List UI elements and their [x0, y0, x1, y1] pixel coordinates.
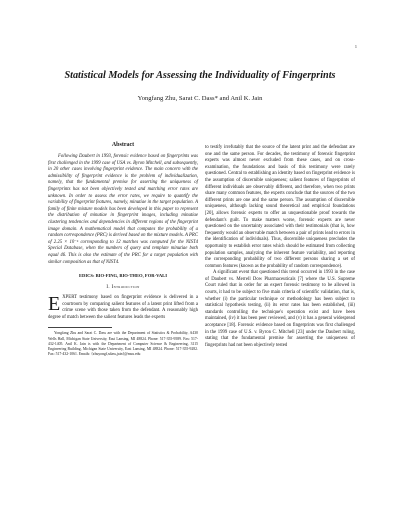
body-paragraph-1: to testify irrefutably that the source of the latent print and the defendant are one and the same person. For decades, the testimony of forensic fingerprint experts was almost never excluded from these cases, and on cross-examination, the foundations and basis of this testimony were rarely questioned. Central to establishing an identity based on fingerprint evidence is the assumption of discernible uniqueness; salient features of fingerprints of different individuals are observably different, and therefore, when two prints share many common features, the experts conclude that the sources of the two different prints are one and the same person. The assumption of discernible uniqueness, although lacking sound theoretical and empirical foundations [20], allows forensic experts to offer an unquestionable proof towards the defendant's guilt. To make matters worse, forensic experts are never questioned on the uncertainty associated with their testimonials (that is, how frequently would an observable match between a pair of prints lead to errors in the identification of individuals). Thus, discernible uniqueness precludes the opportunity to establish error rates which should be estimated from collecting population samples, analyzing the inherent feature variability, and reporting the corresponding probability of two different persons sharing a set of common features (known as the probability of random correspondence). — [205, 145, 355, 269]
author-footnote: Yongfang Zhu and Sarat C. Dass are with the Department of Statistics & Probability, A430 Wells Hall, Michigan State University, East Lansing, MI 48824. Phone: 517-355-9589. Fax: 517-432-1405. Anil K. Jain is with the Department of Computer Science & Engineering, 3115 Engineering Building, Michigan State University, East Lansing, MI 48824. Phone: 517-355-9282. Fax: 517-432-1061. Emails: {zhuyongf,sdass,jain}@msu.edu — [48, 331, 198, 356]
left-column — [48, 142, 198, 357]
footnote-rule — [48, 327, 112, 328]
drop-cap: E — [48, 293, 61, 316]
index-terms: EDICS: BIO-FING, BIO-THEO, FOR-VALI — [78, 273, 168, 279]
body-paragraph-2: A significant event that questioned this trend occurred in 1993 in the case of Daubert vs. Merrell Dow Pharmaceuticals [7] where the U.S. Supreme Court ruled that in order for an expert forensic testimony to be allowed in courts, it had to be subject to five main criteria of scientific validation, that is, whether (i) the particular technique or methodology has been subject to statistical hypothesis testing, (ii) its error rates has been established, (iii) standards controlling the technique's operation exist and have been maintained, (iv) it has been peer reviewed, and (v) it has a general widespread acceptance [18]. Forensic evidence based on fingerprints was first challenged in the 1999 case of U.S. v. Byron C. Mitchell [23] under the Daubert ruling, stating that the fundamental premise for asserting the uniqueness of fingerprints had not been objectively tested — [205, 270, 355, 348]
page-number: 1 — [354, 44, 357, 49]
abstract-text: Following Daubert in 1993, forensic evidence based on fingerprints was first challenged in the 1999 case of USA vs. Byron Mitchell, and subsequently, in 20 other cases involving fingerprint evidence. The main concern with the admissibility of fingerprint evidence is the problem of individualization, namely, that the fundamental premise for asserting the uniqueness of fingerprints has not been objectively tested and matching error rates are unknown. In order to assess the error rates, we require to quantify the variability of fingerprint features, namely, minutiae in the target population. A family of finite mixture models has been developed in this paper to represent the distribution of minutiae in fingerprint images, including minutiae clustering tendencies and dependencies in different regions of the fingerprint image domain. A mathematical model that computes the probability of a random correspondence (PRC) is derived based on the mixture models. A PRC of 2.25 × 10⁻⁶ corresponding to 12 matches was computed for the NIST4 Special Database, when the numbers of query and template minutiae both equal 46. This is also the estimate of the PRC for a target population with similar composition as that of NIST4. — [48, 154, 198, 265]
paper-title: Statistical Models for Assessing the Individuality of Fingerprints — [64, 70, 336, 81]
right-column — [205, 145, 355, 349]
intro-paragraph — [48, 295, 198, 321]
abstract-heading: Abstract — [111, 142, 135, 148]
intro-text: XPERT testimony based on fingerprint evidence is delivered in a courtroom by comparing salient features of a latent print lifted from a crime scene with those taken from the defendant. A reasonably high degree of match between the salient features leads the experts — [48, 295, 198, 320]
section-heading-introduction: I. Introduction — [106, 285, 140, 291]
author-list: Yongfang Zhu, Sarat C. Dass* and Anil K. Jain — [137, 95, 263, 102]
